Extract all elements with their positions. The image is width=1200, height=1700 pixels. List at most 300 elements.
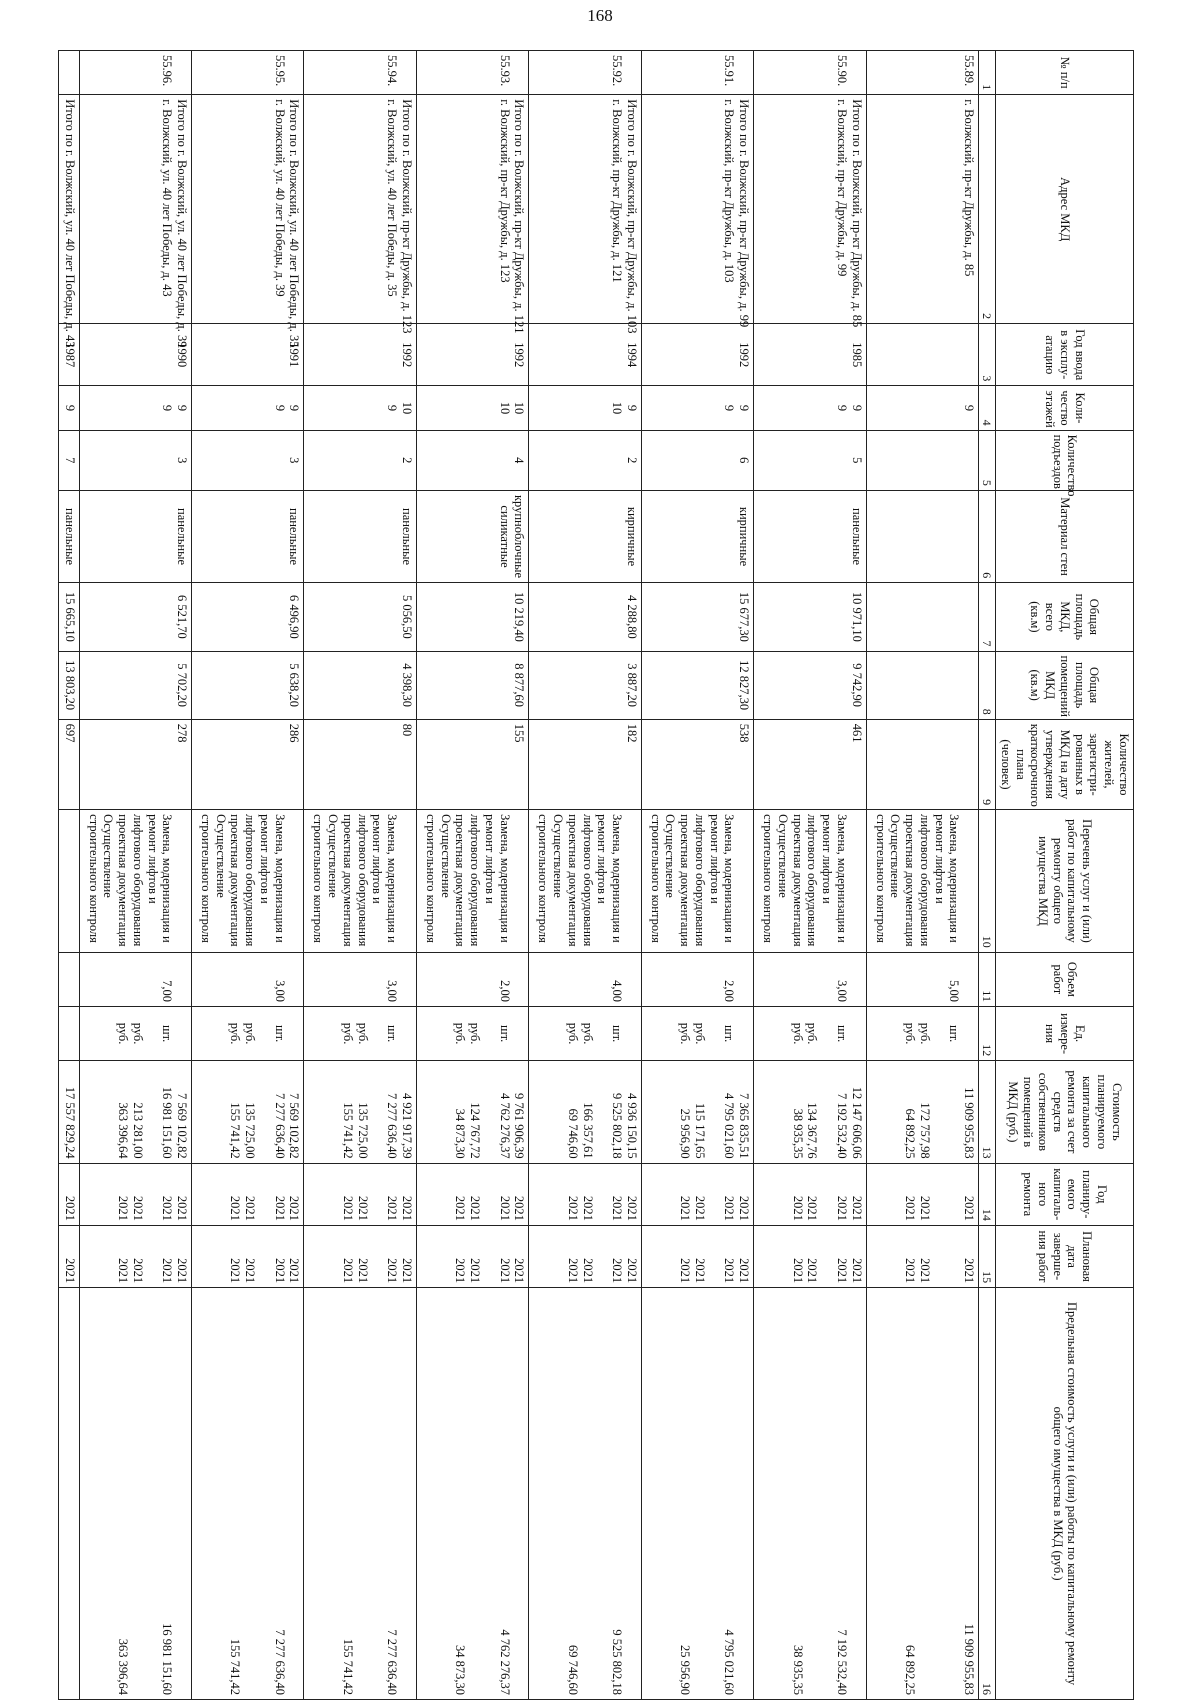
row-plan-year-line: 2021 [565,1195,580,1221]
row-entrances [59,430,80,490]
row-cost-line: 7 569 102,82 [175,1093,190,1159]
col-header-area-premises: Общая площадь помещений МКД (кв.м) [996,651,1134,719]
row-limit-cost-line: 69 746,60 [565,1645,580,1695]
row-material [529,490,641,582]
row-limit-cost-line: 7 192 532,40 [834,1629,849,1695]
row-limit-cost-line [624,1292,639,1695]
row-unit-line [257,1011,272,1056]
col-header-limit-cost: Предельная стоимость услуги и (или) работы по капитальному ремонту общего имущества в МКД (руб.) [996,1288,1134,1700]
row-unit-line [482,1011,497,1056]
col-number: 4 [979,386,996,430]
row-works-line: Замена, модернизация и ремонт лифтов и лифтового оборудования [692,814,737,947]
row-unit-line [932,1011,947,1056]
row-floors-line: 9 [175,404,190,412]
row-end-date [59,1225,80,1287]
row-address-line: Итого по г. Волжский, ул. 40 лет Победы, д. 39 [175,99,190,348]
row-plan-year-line: 2021 [903,1195,918,1221]
row-volume-line [512,957,527,1002]
row-plan-year-line: 2021 [678,1195,693,1221]
col-header-entrances: Количество подъездов [996,430,1134,490]
row-number-line: 55.93. [497,55,512,87]
row-number [641,51,753,95]
row-limit-cost-line: 7 277 636,40 [272,1629,287,1695]
row-unit-line: руб. [565,1022,580,1045]
row-entrances [866,430,978,490]
row-material-line: панельные [62,508,77,566]
header-row [996,51,1134,1700]
row-cost [529,1061,641,1163]
row-year [641,324,753,386]
row-end-date-line: 2021 [399,1258,414,1284]
row-volume-line: 2,00 [722,980,737,1002]
row-number-line [736,55,751,90]
row-end-date-line: 2021 [512,1258,527,1284]
row-end-date-line: 2021 [834,1258,849,1284]
row-area-premises-line: 8 877,60 [512,663,527,708]
row-unit [416,1006,528,1060]
row-address-line: Итого по г. Волжский, пр-кт Дружбы, д. 123 [399,99,414,334]
row-limit-cost-line [257,1292,272,1695]
row-plan-year-line: 2021 [962,1195,977,1221]
row-volume-line: 3,00 [385,980,400,1002]
row-area-total-line: 5 056,50 [399,595,414,639]
row-unit-line: руб. [903,1022,918,1045]
row-end-date-line [257,1230,272,1283]
row-limit-cost-line [399,1292,414,1695]
row-works-line: Замена, модернизация и ремонт лифтов и лифтового оборудования [805,814,849,947]
row-unit-line [707,1011,722,1056]
row-end-date-line: 2021 [228,1258,243,1284]
row-material-line: кирпичные [737,506,752,567]
row-end-date-line: 2021 [722,1258,737,1284]
row-cost-line: 7 277 636,40 [272,1093,287,1159]
row-unit-line [961,1011,976,1056]
row-works-line [512,814,527,948]
row-limit-cost-line [707,1292,722,1695]
col-number: 6 [979,490,996,582]
row-cost-line: 9 525 802,18 [610,1093,625,1159]
row-area-premises [416,651,528,719]
row-cost-line: 172 757,98 [917,1102,932,1159]
row-residents [529,719,641,809]
row-plan-year-line [145,1168,160,1221]
col-header-material: Материал стен [996,490,1134,582]
row-end-date [304,1225,416,1287]
row-residents [304,719,416,809]
row-number-line: 55.90. [834,55,849,87]
row-works-line: Замена, модернизация и ремонт лифтов и лифтового оборудования [917,814,962,947]
col-number: 12 [979,1006,996,1060]
row-end-date-line [370,1230,385,1283]
row-end-date-line: 2021 [790,1258,805,1284]
row-area-premises [59,651,80,719]
row-limit-cost [79,1288,191,1700]
col-header-cost: Стоимость планируемого капитального ремонта за счет средств собственников помещений в МКД (руб.) [996,1061,1134,1163]
row-cost-line: 166 357,61 [580,1102,595,1159]
row-residents-line: 182 [624,723,639,743]
row-works-line: Осуществление строительного контроля [86,814,116,943]
row-area-total [866,583,978,651]
row-entrances [79,430,191,490]
row-unit [192,1006,304,1060]
row-plan-year-line: 2021 [722,1195,737,1221]
row-cost-line: 124 767,72 [468,1102,483,1159]
col-number: 13 [979,1061,996,1163]
row-volume [641,952,753,1006]
row-residents-line: 286 [287,723,302,743]
row-residents-line: 538 [737,723,752,743]
row-floors-line: 9 [385,404,400,412]
row-cost-line [145,1065,160,1158]
col-number: 10 [979,810,996,953]
row-area-premises-line: 9 742,90 [849,663,864,708]
row-residents-line: 80 [399,723,414,737]
row-floors [866,386,978,430]
row-area-total-line: 6 496,90 [287,595,302,639]
col-header-area-total: Общая площадь МКД, всего (кв.м) [996,583,1134,651]
row-works-line: Замена, модернизация и ремонт лифтов и лифтового оборудования [355,814,400,947]
row-area-premises-line: 5 638,20 [287,663,302,708]
row-address-line: г. Волжский, ул. 40 лет Победы, д. 43 [160,99,175,297]
row-entrances-line: 4 [512,457,527,464]
row-limit-cost-line: 363 396,64 [116,1638,131,1695]
row-works [59,810,80,953]
row-unit-line: руб. [116,1022,131,1045]
row-limit-cost-line: 16 981 151,60 [160,1623,175,1695]
page-number: 168 [587,6,613,25]
row-number-line: 55.92. [610,55,625,87]
row-plan-year-line [707,1168,722,1221]
column-number-row [979,51,996,1700]
row-cost-line: 7 569 102,82 [287,1093,302,1159]
row-year-line: 1985 [849,342,864,368]
row-cost-line [819,1065,834,1158]
row-plan-year-line: 2021 [737,1195,752,1221]
row-floors [304,386,416,430]
row-cost-line: 16 981 151,60 [160,1086,175,1159]
row-unit [79,1006,191,1060]
row-limit-cost-line [736,1292,751,1695]
row-end-date-line: 2021 [917,1258,932,1284]
row-works-line: Замена, модернизация и ремонт лифтов и лифтового оборудования [130,814,175,947]
row-limit-cost-line [174,1292,189,1695]
row-end-date-line: 2021 [272,1258,287,1284]
row-unit-line: шт. [834,1024,849,1043]
row-plan-year-line: 2021 [385,1195,400,1221]
row-cost-line [257,1065,272,1158]
row-cost-line: 135 725,00 [355,1102,370,1159]
row-unit-line [399,1011,414,1056]
row-limit-cost [192,1288,304,1700]
row-works [866,810,978,953]
row-cost [866,1061,978,1163]
row-plan-year [641,1163,753,1225]
row-entrances [304,430,416,490]
row-unit [304,1006,416,1060]
row-end-date-line: 2021 [130,1258,145,1284]
row-year-line: 1994 [624,342,639,368]
row-unit-line [624,1011,639,1056]
row-address [416,95,528,334]
row-cost [304,1061,416,1163]
row-unit-line: шт. [610,1024,625,1043]
row-limit-cost-line: 25 956,90 [678,1645,693,1695]
row-cost-line: 69 746,60 [565,1108,580,1159]
row-entrances-line: 3 [287,457,302,464]
row-unit-line [849,1011,864,1056]
row-floors-line: 9 [287,404,302,412]
row-plan-year-line [932,1168,947,1221]
row-end-date-line: 2021 [243,1258,258,1284]
row-material-line: кирпичные [624,506,639,567]
row-volume [416,952,528,1006]
row-works [416,810,528,953]
row-volume [79,952,191,1006]
row-plan-year-line: 2021 [805,1195,820,1221]
row-plan-year [754,1163,866,1225]
row-area-total-line: 15 665,10 [62,591,77,642]
row-floors [641,386,753,430]
row-unit-line: шт. [160,1024,175,1043]
row-plan-year-line: 2021 [340,1195,355,1221]
row-address [192,95,304,348]
row-limit-cost-line: 7 277 636,40 [385,1629,400,1695]
row-floors-line: 9 [849,404,864,412]
row-material [641,490,753,582]
row-works [641,810,753,953]
col-number: 2 [979,95,996,324]
col-header-year: Год ввода в эксплу-атацию [996,324,1134,386]
row-volume [529,952,641,1006]
row-residents [866,719,978,809]
col-header-unit: Ед. измере-ния [996,1006,1134,1060]
col-number: 15 [979,1225,996,1287]
row-address [79,95,191,348]
row-area-premises-line: 13 803,20 [62,660,77,711]
row-floors-line: 10 [399,401,414,415]
row-unit-line: руб. [130,1022,145,1045]
row-area-total [192,583,304,651]
row-material-line: панельные [399,508,414,566]
row-entrances-line: 2 [624,457,639,464]
row-material [59,490,80,582]
row-number [866,51,978,95]
row-cost-line: 213 281,00 [130,1102,145,1159]
row-year [866,324,978,386]
row-plan-year-line: 2021 [272,1195,287,1221]
row-area-total-line: 15 677,30 [737,591,752,642]
row-limit-cost [866,1288,978,1700]
row-material [192,490,304,582]
table-body [59,51,979,1700]
row-limit-cost [304,1288,416,1700]
row-floors [529,386,641,430]
row-works-line: проектная документация [453,814,468,947]
table-row [192,51,304,1700]
row-plan-year-line: 2021 [355,1195,370,1221]
row-end-date-line: 2021 [160,1258,175,1284]
row-works-line: Осуществление строительного контроля [423,814,453,943]
row-material-line: панельные [287,508,302,566]
row-number-line [399,55,414,90]
row-address [754,95,866,328]
row-limit-cost-line [819,1292,834,1695]
row-volume [304,952,416,1006]
row-works [79,810,191,953]
row-limit-cost-line [145,1292,160,1695]
col-number: 1 [979,51,996,95]
row-works-line: Осуществление строительного контроля [311,814,341,943]
row-entrances-line: 3 [175,457,190,464]
row-end-date-line [819,1230,834,1283]
row-works-line: проектная документация [565,814,580,947]
row-unit-line [512,1011,527,1056]
row-address-line: г. Волжский, пр-кт Дружбы, д. 123 [497,99,512,283]
row-limit-cost-line: 34 873,30 [453,1645,468,1695]
row-address-line: г. Волжский, ул. 40 лет Победы, д. 35 [385,99,400,297]
row-limit-cost-line [355,1292,370,1695]
row-address-line: г. Волжский, пр-кт Дружбы, д. 85 [962,99,977,277]
row-volume [59,952,80,1006]
row-number [59,51,80,95]
row-plan-year-line: 2021 [62,1195,77,1221]
row-cost-line: 134 367,76 [805,1102,820,1159]
row-cost-line [707,1065,722,1158]
row-cost [59,1061,80,1163]
row-plan-year [192,1163,304,1225]
row-area-premises [641,651,753,719]
row-entrances-line: 5 [849,457,864,464]
row-limit-cost-line [130,1292,145,1695]
row-year-line: 1987 [62,342,77,368]
row-plan-year-line: 2021 [917,1195,932,1221]
row-address [59,95,80,348]
row-volume-line: 3,00 [834,980,849,1002]
row-unit-line: руб. [340,1022,355,1045]
row-plan-year-line: 2021 [512,1195,527,1221]
row-limit-cost [641,1288,753,1700]
row-works-line: Осуществление строительного контроля [873,814,903,943]
row-end-date-line: 2021 [287,1258,302,1284]
row-cost [641,1061,753,1163]
row-cost-line: 4 936 150,15 [624,1093,639,1159]
row-area-total [641,583,753,651]
row-floors [59,386,80,430]
row-number-line [849,55,864,90]
row-works-line: проектная документация [903,814,918,947]
row-area-total [416,583,528,651]
row-number [529,51,641,95]
row-unit [59,1006,80,1060]
row-works-line [399,814,414,948]
row-volume-line: 7,00 [160,980,175,1002]
col-header-num: № п/п [996,51,1134,95]
row-limit-cost-line [242,1292,257,1695]
row-unit-line [145,1011,160,1056]
col-number: 3 [979,324,996,386]
row-area-total [304,583,416,651]
row-material [866,490,978,582]
row-plan-year-line: 2021 [399,1195,414,1221]
row-end-date-line [145,1230,160,1283]
row-unit-line [287,1011,302,1056]
row-address-line: Итого по г. Волжский, пр-кт Дружбы, д. 103 [624,99,639,334]
row-end-date-line: 2021 [468,1258,483,1284]
row-floors-line: 9 [962,404,977,412]
row-works-line: проектная документация [678,814,693,947]
row-limit-cost-line: 155 741,42 [228,1638,243,1695]
row-plan-year-line [482,1168,497,1221]
row-unit-line: руб. [692,1022,707,1045]
row-residents-line: 461 [849,723,864,743]
row-entrances [416,430,528,490]
row-limit-cost-line [805,1292,820,1695]
row-unit-line [595,1011,610,1056]
row-cost-line: 7 365 835,51 [737,1093,752,1159]
row-end-date-line: 2021 [62,1258,77,1284]
row-end-date-line: 2021 [580,1258,595,1284]
row-residents-line: 155 [512,723,527,743]
row-address-line: г. Волжский, ул. 40 лет Победы, д. 39 [272,99,287,297]
row-limit-cost-line [917,1292,932,1695]
row-end-date-line: 2021 [849,1258,864,1284]
row-cost-line: 9 761 906,39 [512,1093,527,1159]
row-works-line [624,814,639,948]
row-limit-cost-line [512,1292,527,1695]
row-number-line: 55.96. [160,55,175,87]
total-row [59,51,80,1700]
col-number: 8 [979,651,996,719]
row-works-line [961,814,976,948]
row-works-line: проектная документация [790,814,805,947]
row-plan-year-line: 2021 [624,1195,639,1221]
row-number [416,51,528,95]
row-plan-year-line: 2021 [116,1195,131,1221]
row-material [754,490,866,582]
row-end-date-line: 2021 [497,1258,512,1284]
row-limit-cost-line [692,1292,707,1695]
row-volume-line [624,957,639,1002]
row-limit-cost-line [370,1292,385,1695]
table-row [529,51,641,1700]
row-unit-line: руб. [453,1022,468,1045]
row-cost-line: 115 171,65 [692,1102,707,1159]
row-works-line [287,814,302,948]
row-area-premises-line: 4 398,30 [399,663,414,708]
row-address-line: Итого по г. Волжский, пр-кт Дружбы, д. 121 [512,99,527,334]
row-area-total [754,583,866,651]
row-limit-cost-line: 38 935,35 [790,1645,805,1695]
row-material-line: панельные [849,508,864,566]
row-works-line: Замена, модернизация и ремонт лифтов и лифтового оборудования [580,814,625,947]
row-address [304,95,416,334]
row-works [304,810,416,953]
row-cost-line: 155 741,42 [228,1102,243,1159]
row-volume-line [287,957,302,1002]
row-cost-line: 155 741,42 [340,1102,355,1159]
row-residents-line: 278 [175,723,190,743]
table-row [754,51,866,1700]
row-volume-line [174,957,189,1002]
row-volume-line [849,957,864,1002]
row-floors-line: 9 [160,404,175,412]
row-plan-year-line: 2021 [692,1195,707,1221]
row-unit-line [174,1011,189,1056]
row-floors [754,386,866,430]
row-plan-year-line: 2021 [610,1195,625,1221]
row-number [304,51,416,95]
row-unit-line [736,1011,751,1056]
